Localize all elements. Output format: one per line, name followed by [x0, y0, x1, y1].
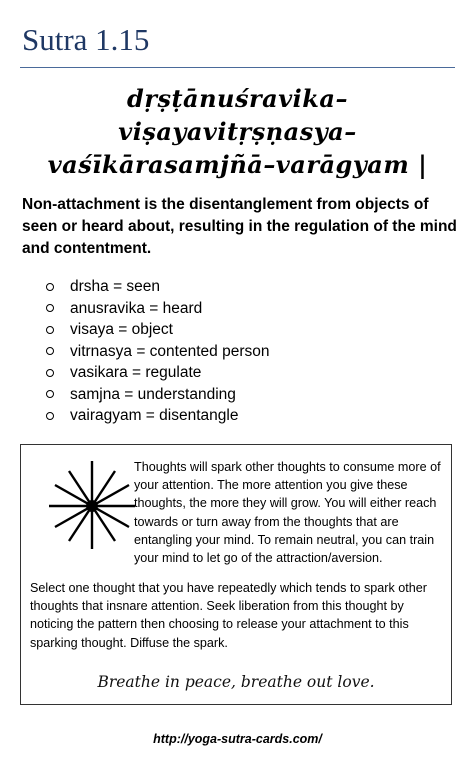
- glossary-term: vitrnasya = contented person: [70, 342, 270, 360]
- list-item: [44, 276, 269, 298]
- bullet-icon: [46, 283, 54, 291]
- glossary-list: [44, 276, 269, 427]
- list-item: [44, 384, 269, 406]
- card-instruction: Select one thought that you have repeatedly which tends to spark other thoughts that insnare attention. Seek liberation from this thought by noticing the pattern then choosing to release your attachment to this sparking thought. Diffuse the spark.: [30, 581, 427, 650]
- card-paragraph: Thoughts will spark other thoughts to consume more of your attention. The more attention you give these thoughts, the more they will grow. You will either reach towards or turn away from the thoughts that are entangling your mind. To remain neutral, you can train your mind to let go of the attraction/aversion.: [134, 460, 441, 566]
- title-divider: [20, 67, 455, 68]
- sanskrit-verse: [14, 82, 461, 181]
- bullet-icon: [46, 390, 54, 398]
- list-item: [44, 298, 269, 320]
- list-item: [44, 319, 269, 341]
- page-title: Sutra 1.15: [22, 22, 150, 57]
- list-item: [44, 405, 269, 427]
- practice-card: [20, 444, 452, 705]
- bullet-icon: [46, 347, 54, 355]
- glossary-term: vairagyam = disentangle: [70, 407, 239, 424]
- sanskrit-line: vaśīkārasamjñā–varāgyam |: [47, 150, 428, 179]
- sanskrit-line: viṣayavitṛṣṇasya–: [118, 117, 357, 146]
- bullet-icon: [46, 326, 54, 334]
- bullet-icon: [46, 412, 54, 420]
- glossary-term: samjna = understanding: [70, 385, 236, 403]
- glossary-term: drsha = seen: [70, 278, 161, 295]
- sanskrit-line: dṛṣṭānuśravika–: [127, 84, 348, 113]
- bullet-icon: [46, 369, 54, 377]
- translation-summary: Non-attachment is the disentanglement from objects of seen or heard about, resulting in the regulation of the mind and contentment.: [22, 196, 457, 257]
- glossary-term: anusravika = heard: [70, 299, 203, 317]
- website-link[interactable]: http://yoga-sutra-cards.com/: [153, 732, 322, 746]
- glossary-term: visaya = object: [70, 321, 173, 338]
- bullet-icon: [46, 304, 54, 312]
- list-item: [44, 362, 269, 384]
- breath-mantra: Breathe in peace, breathe out love.: [97, 673, 375, 691]
- spark-star-icon: [47, 459, 137, 551]
- glossary-term: vasikara = regulate: [70, 364, 202, 381]
- list-item: [44, 341, 269, 363]
